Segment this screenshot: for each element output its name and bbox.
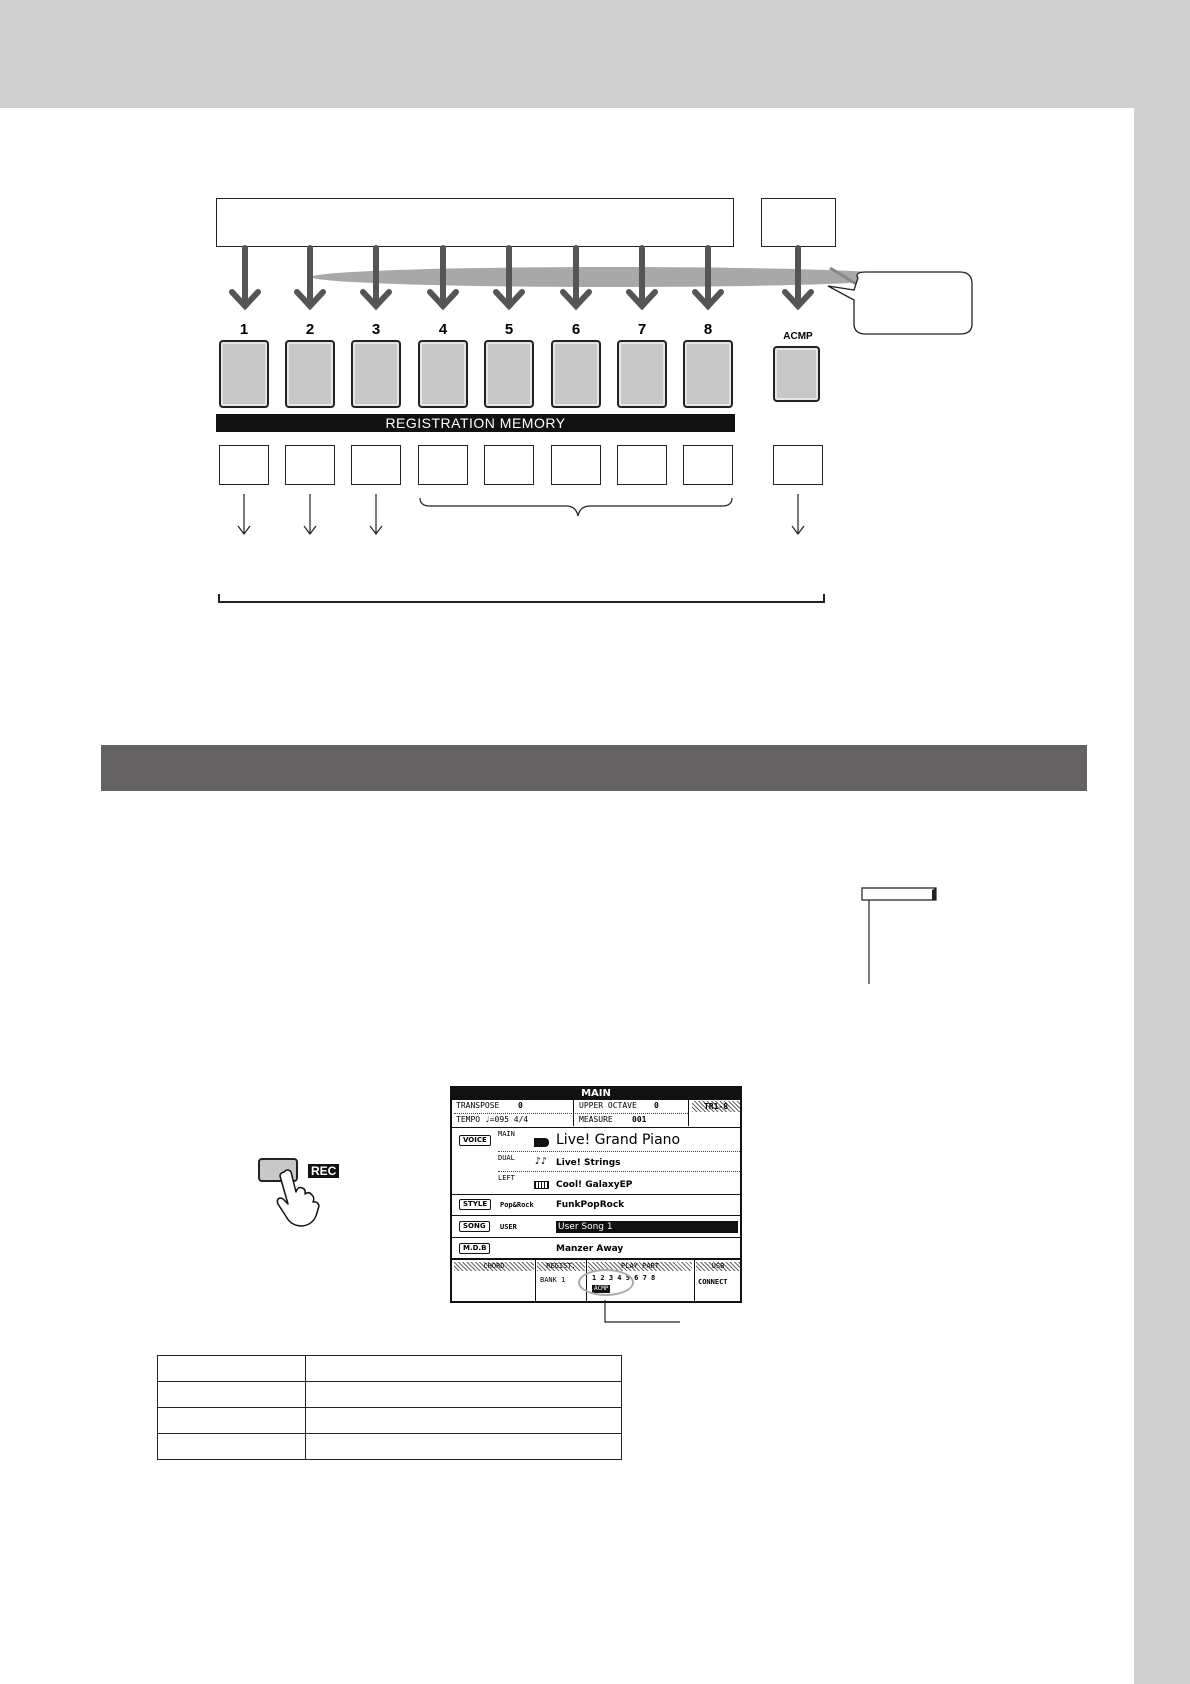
style-tag: STYLE: [459, 1199, 491, 1210]
track-box-6: [551, 445, 601, 485]
callout-bubble: [826, 270, 976, 340]
song-name: User Song 1: [556, 1221, 738, 1233]
registration-button-6[interactable]: [551, 340, 601, 408]
acmp-label: ACMP: [783, 331, 813, 342]
thin-arrow-2: [304, 494, 316, 534]
upper-octave-label: UPPER OCTAVE: [579, 1101, 637, 1110]
play-part-label: PLAY PART: [588, 1262, 692, 1271]
table-row: [158, 1408, 622, 1434]
usb-label: USB: [696, 1262, 740, 1271]
track-number-8: 8: [703, 321, 713, 338]
main-voice-name: Live! Grand Piano: [556, 1132, 681, 1148]
left-voice-name: Cool! GalaxyEP: [556, 1180, 633, 1190]
track-assignment-diagram: [200, 490, 840, 610]
style-category: Pop&Rock: [500, 1201, 534, 1209]
track-number-7: 7: [637, 321, 647, 338]
play-part-acmp: ACMP: [594, 1285, 609, 1292]
transpose-value: 0: [518, 1101, 523, 1110]
top-gray-band: [0, 0, 1190, 108]
rec-label: REC: [308, 1164, 339, 1178]
track-box-3: [351, 445, 401, 485]
track-number-1: 1: [239, 321, 249, 338]
song-tag: SONG: [459, 1221, 490, 1232]
upper-octave-value: 0: [654, 1101, 659, 1110]
table-row: [158, 1382, 622, 1408]
track-box-1: [219, 445, 269, 485]
track-box-8: [683, 445, 733, 485]
mdb-name: Manzer Away: [556, 1244, 624, 1254]
brace-4-8: [420, 498, 732, 516]
bracket-all-tracks: [219, 594, 824, 602]
track-number-6: 6: [571, 321, 581, 338]
track-box-5: [484, 445, 534, 485]
table-row: [158, 1356, 622, 1382]
registration-button-4[interactable]: [418, 340, 468, 408]
track-number-4: 4: [438, 321, 448, 338]
lcd-title: MAIN: [452, 1088, 740, 1100]
track-number-2: 2: [305, 321, 315, 338]
registration-button-5[interactable]: [484, 340, 534, 408]
lcd-main-display: [450, 1086, 742, 1303]
left-label: LEFT: [498, 1174, 515, 1182]
dual-voice-name: Live! Strings: [556, 1158, 621, 1168]
bank-label: BANK 1: [540, 1276, 566, 1284]
thin-arrow-acmp: [792, 494, 804, 534]
thin-arrow-3: [370, 494, 382, 534]
track-indicator: TR1-8: [692, 1101, 740, 1112]
mdb-tag: M.D.B: [459, 1243, 490, 1254]
highlight-ellipse: [312, 267, 912, 287]
play-part-highlight-ellipse: [578, 1269, 634, 1296]
style-name: FunkPopRock: [556, 1200, 625, 1210]
play-part-digits: 1 2 3 4 5 6 7 8: [592, 1274, 656, 1282]
track-number-3: 3: [371, 321, 381, 338]
acmp-button[interactable]: [773, 346, 820, 402]
song-category: USER: [500, 1223, 517, 1231]
track-number-5: 5: [504, 321, 514, 338]
measure-value: 001: [632, 1115, 647, 1124]
registration-button-1[interactable]: [219, 340, 269, 408]
settings-table: [157, 1355, 622, 1460]
registration-button-3[interactable]: [351, 340, 401, 408]
table-row: [158, 1434, 622, 1460]
pointing-hand-icon: [274, 1168, 324, 1228]
registration-button-2[interactable]: [285, 340, 335, 408]
rec-button-illustration: [256, 1156, 356, 1228]
track-box-7: [617, 445, 667, 485]
voice-tag: VOICE: [459, 1135, 491, 1146]
transpose-label: TRANSPOSE: [456, 1101, 500, 1110]
track-box-4: [418, 445, 468, 485]
usb-value: CONNECT: [698, 1278, 728, 1286]
arrow-1: [232, 248, 258, 306]
measure-label: MEASURE: [579, 1115, 613, 1124]
chord-label: CHORD: [454, 1262, 534, 1271]
track-box-acmp: [773, 445, 823, 485]
tempo-readout: TEMPO ♩=095 4/4: [456, 1115, 529, 1124]
registration-memory-bar: REGISTRATION MEMORY: [216, 414, 735, 432]
track-box-2: [285, 445, 335, 485]
lcd-leader-line: [600, 1300, 690, 1326]
thin-arrow-1: [238, 494, 250, 534]
registration-button-7[interactable]: [617, 340, 667, 408]
keyboard-icon: [534, 1181, 549, 1189]
main-label: MAIN: [498, 1130, 515, 1138]
right-gray-band: [1134, 108, 1190, 1684]
piano-icon: [534, 1138, 549, 1147]
registration-button-8[interactable]: [683, 340, 733, 408]
note-marker: [860, 886, 940, 986]
strings-icon: ♪♪: [535, 1156, 548, 1167]
section-heading-band: [101, 745, 1087, 791]
dual-label: DUAL: [498, 1154, 515, 1162]
regist-label: REGIST.: [537, 1262, 585, 1271]
